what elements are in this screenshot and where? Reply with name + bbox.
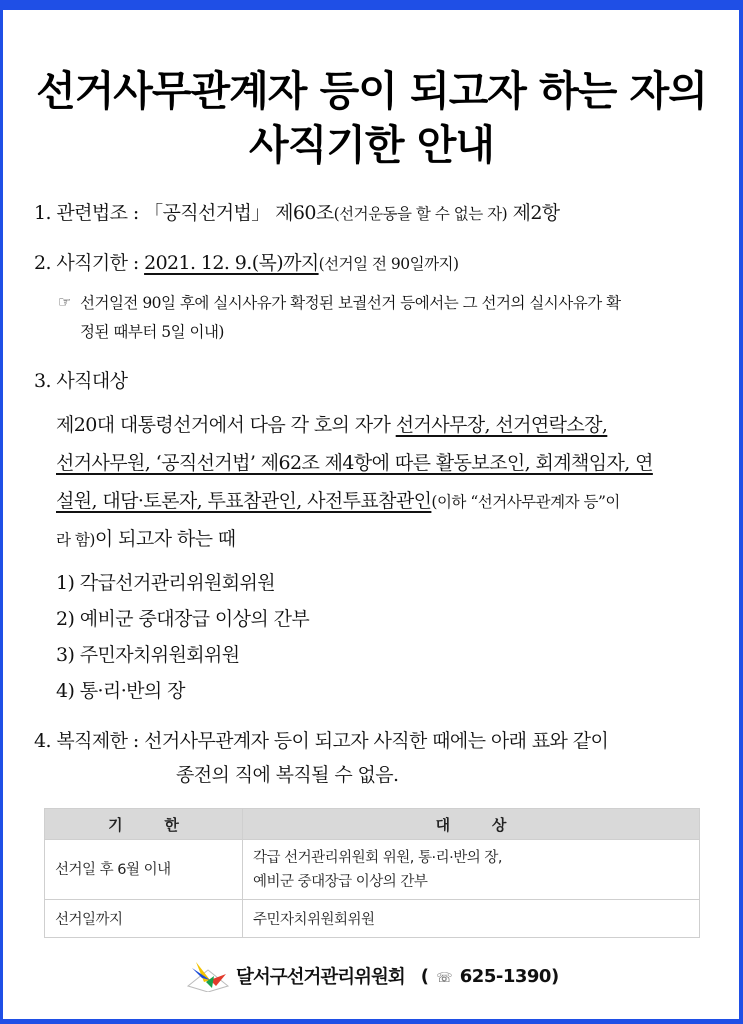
target-roles-underlined: 설원, 대담·토론자, 투표참관인, 사전투표참관인 <box>56 490 432 512</box>
cell-target-line: 예비군 중대장급 이상의 간부 <box>253 873 428 890</box>
reinstatement-text-line2: 종전의 직에 복직될 수 없음. <box>176 764 399 786</box>
target-text: 제20대 대통령선거에서 다음 각 호의 자가 <box>56 414 396 436</box>
target-paragraph-line4 <box>56 524 236 551</box>
target-text: 이 되고자 하는 때 <box>94 528 236 550</box>
paren-close: ) <box>550 965 559 987</box>
cell-target <box>243 840 700 900</box>
section-1-law-reference <box>34 198 560 225</box>
table-row <box>45 840 700 900</box>
cell-period: 선거일 후 6월 이내 <box>45 840 243 900</box>
table-row <box>45 900 700 938</box>
law-name: 「공직선거법」 제60조 <box>144 202 334 224</box>
phone-contact <box>421 966 559 987</box>
section-1-label: 1. 관련법조 : <box>34 202 145 224</box>
pointing-hand-icon: ☞ <box>58 293 72 311</box>
section-2-label: 2. 사직기한 : <box>34 252 145 274</box>
target-roles-underlined: 선거사무원, ‘공직선거법’ 제62조 제4항에 따른 활동보조인, 회계책임자, 연 <box>56 452 653 474</box>
deadline-desc: (선거일 전 90일까지) <box>318 255 459 273</box>
phone-number: 625-1390 <box>459 965 551 987</box>
organization-name: 달서구선거관리위원회 <box>236 967 405 988</box>
cell-target-line: 주민자치위원회위원 <box>253 912 375 928</box>
law-paragraph: 제2항 <box>507 202 560 224</box>
section-4-reinstatement <box>34 726 608 753</box>
page-title-line2: 사직기한 안내 <box>249 121 494 169</box>
target-abbrev-note: 라 함) <box>56 531 95 549</box>
target-paragraph-line2 <box>56 448 653 475</box>
target-list-item: 4) 통·리·반의 장 <box>56 680 185 702</box>
table-header-row <box>45 809 700 840</box>
cell-target-line: 각급 선거관리위원회 위원, 통·리·반의 장, <box>253 849 502 866</box>
nec-logo-icon <box>186 956 230 996</box>
column-header-period: 기 한 <box>45 809 243 840</box>
cell-target <box>243 900 700 938</box>
section-3-heading: 3. 사직대상 <box>34 370 128 392</box>
cell-period: 선거일까지 <box>45 900 243 938</box>
target-list-item: 2) 예비군 중대장급 이상의 간부 <box>56 608 310 630</box>
section-4-label: 4. 복직제한 : <box>34 730 145 752</box>
reinstatement-table <box>44 808 700 938</box>
target-paragraph-line3 <box>56 486 620 513</box>
target-roles-underlined: 선거사무장, 선거연락소장, <box>395 414 608 436</box>
target-list-item: 1) 각급선거관리위원회위원 <box>56 572 276 594</box>
page-title-line1: 선거사무관계자 등이 되고자 하는 자의 <box>36 67 707 115</box>
law-article-desc: (선거운동을 할 수 없는 자) <box>333 205 508 223</box>
target-abbrev-note: (이하 “선거사무관계자 등”이 <box>431 493 620 511</box>
telephone-icon: ☏ <box>436 970 452 986</box>
column-header-target: 대 상 <box>243 809 700 840</box>
by-election-note-line2: 정된 때부터 5일 이내) <box>80 323 224 341</box>
reinstatement-text: 선거사무관계자 등이 되고자 사직한 때에는 아래 표와 같이 <box>144 730 609 752</box>
deadline-date: 2021. 12. 9.(목)까지 <box>144 252 319 274</box>
target-paragraph-line1 <box>56 410 607 437</box>
paren-open: ( <box>420 965 429 987</box>
target-list-item: 3) 주민자치위원회위원 <box>56 644 240 666</box>
by-election-note-line1: 선거일전 90일 후에 실시사유가 확정된 보궐선거 등에서는 그 선거의 실시사유가 확 <box>80 294 621 312</box>
footer <box>186 958 559 994</box>
section-2-deadline <box>34 248 459 275</box>
